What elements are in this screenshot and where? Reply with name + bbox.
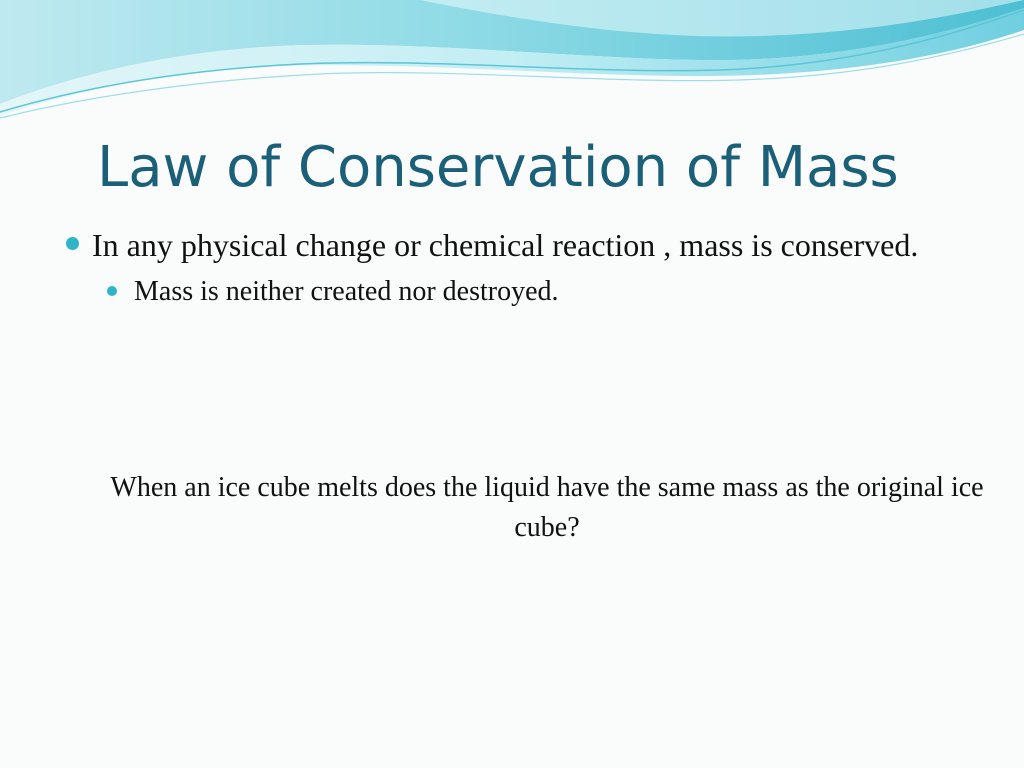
wave-header-decoration xyxy=(0,0,1024,120)
slide-title: Law of Conservation of Mass xyxy=(97,135,899,200)
bullet-item xyxy=(64,222,944,312)
sub-bullet-item xyxy=(104,272,944,312)
sub-bullet-dot-icon xyxy=(107,286,117,296)
bullet-text: In any physical change or chemical reaction , mass is conserved. xyxy=(92,227,919,263)
bullet-list xyxy=(64,222,944,312)
sub-bullet-text: Mass is neither created nor destroyed. xyxy=(134,276,559,307)
bullet-dot-icon xyxy=(66,237,79,250)
question-text: When an ice cube melts does the liquid have the same mass as the original ice cube? xyxy=(110,472,984,543)
sub-bullet-list xyxy=(92,272,944,312)
